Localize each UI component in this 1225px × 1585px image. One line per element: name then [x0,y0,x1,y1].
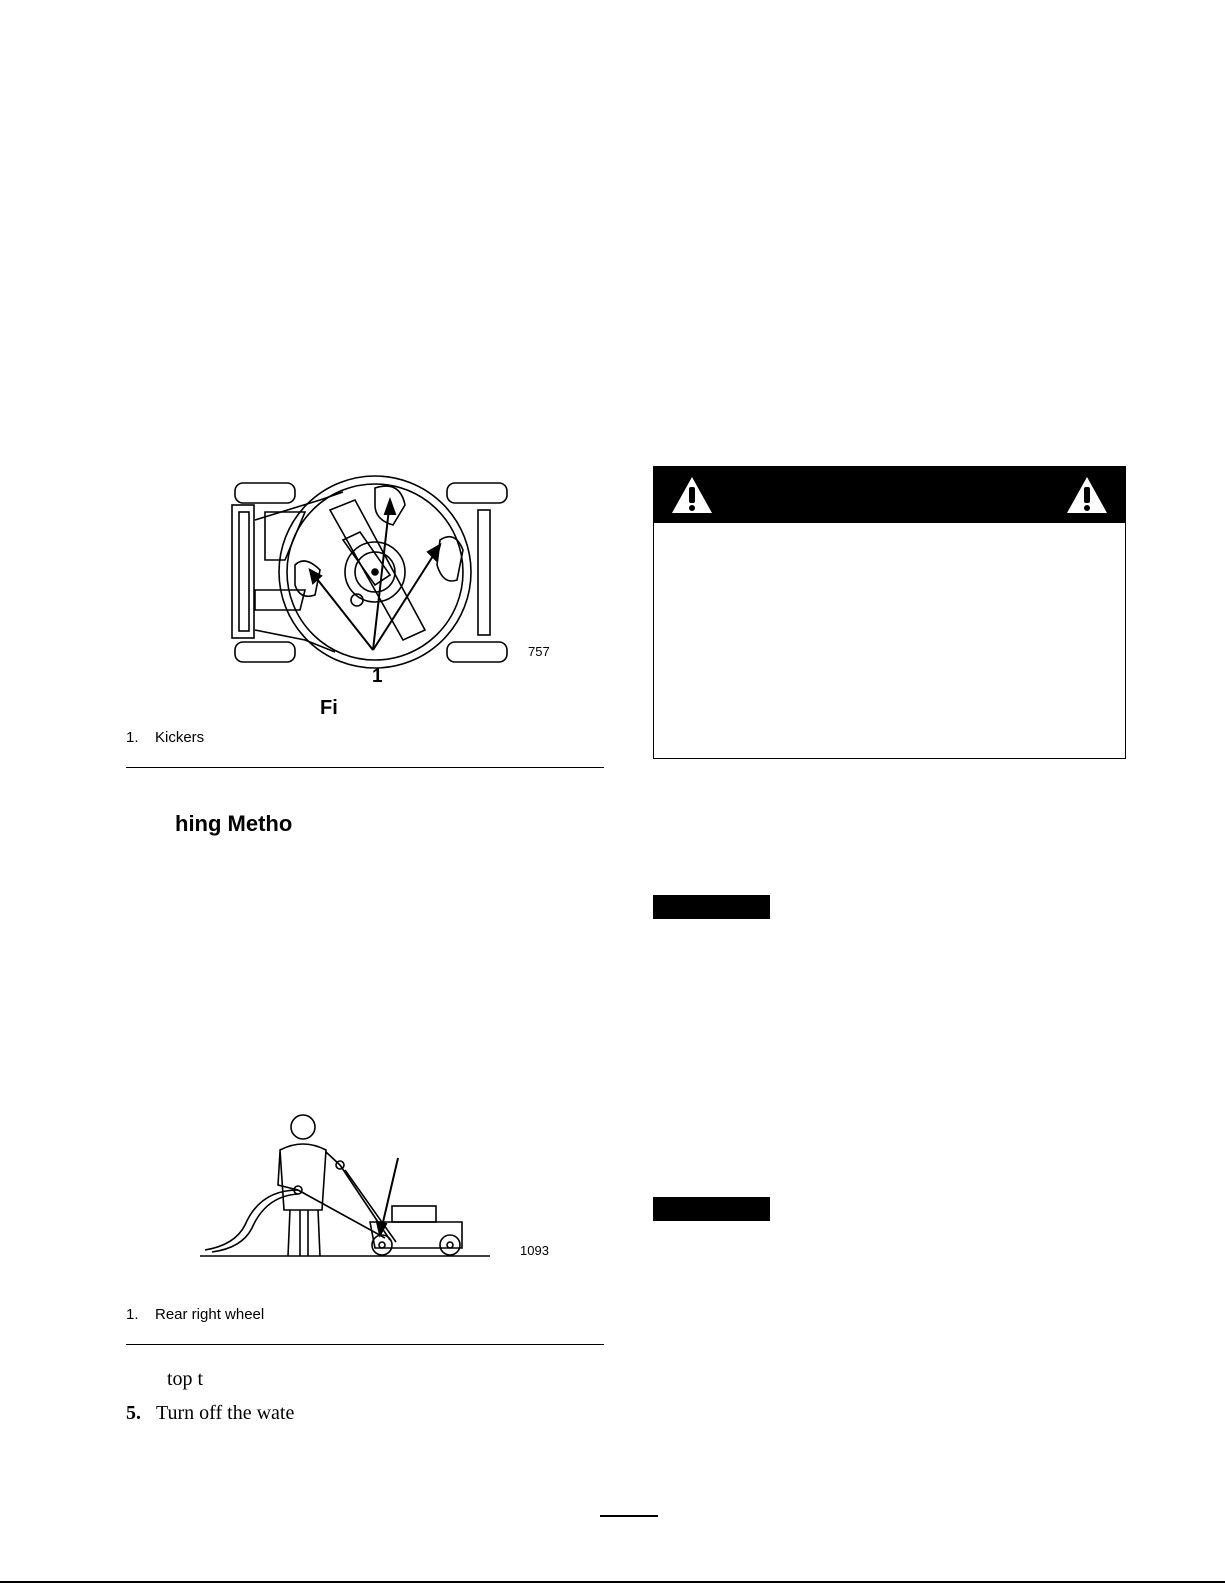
figure-callout-1: 1 [372,666,383,687]
step-partial-line: top t [167,1368,204,1390]
warning-triangle-icon [1065,475,1109,515]
page-bottom-rule [0,1581,1225,1583]
section-heading: hing Metho [175,811,293,836]
figure-legend-number-2: 1. [126,1306,139,1323]
figure-legend-text-2: Rear right wheel [155,1306,265,1323]
figure-legend-text: Kickers [155,729,205,746]
step-5-number: 5. [126,1402,141,1424]
figure-divider-2 [126,1344,604,1345]
figure-divider [126,767,604,768]
page-number-rule [600,1515,658,1517]
step-5-text: Turn off the wate [156,1402,295,1424]
notice-label-bar-2 [653,1197,770,1221]
figure-title: Fi [320,697,338,719]
warning-box [653,466,1126,759]
notice-label-bar [653,895,770,919]
figure-legend-number: 1. [126,729,139,746]
warning-header [654,467,1125,523]
figure-code-757: 757 [528,644,550,659]
mower-underside-illustration [225,470,525,690]
washing-mower-illustration [200,1110,500,1260]
warning-triangle-icon [670,475,714,515]
figure-code-1093: 1093 [520,1243,549,1258]
